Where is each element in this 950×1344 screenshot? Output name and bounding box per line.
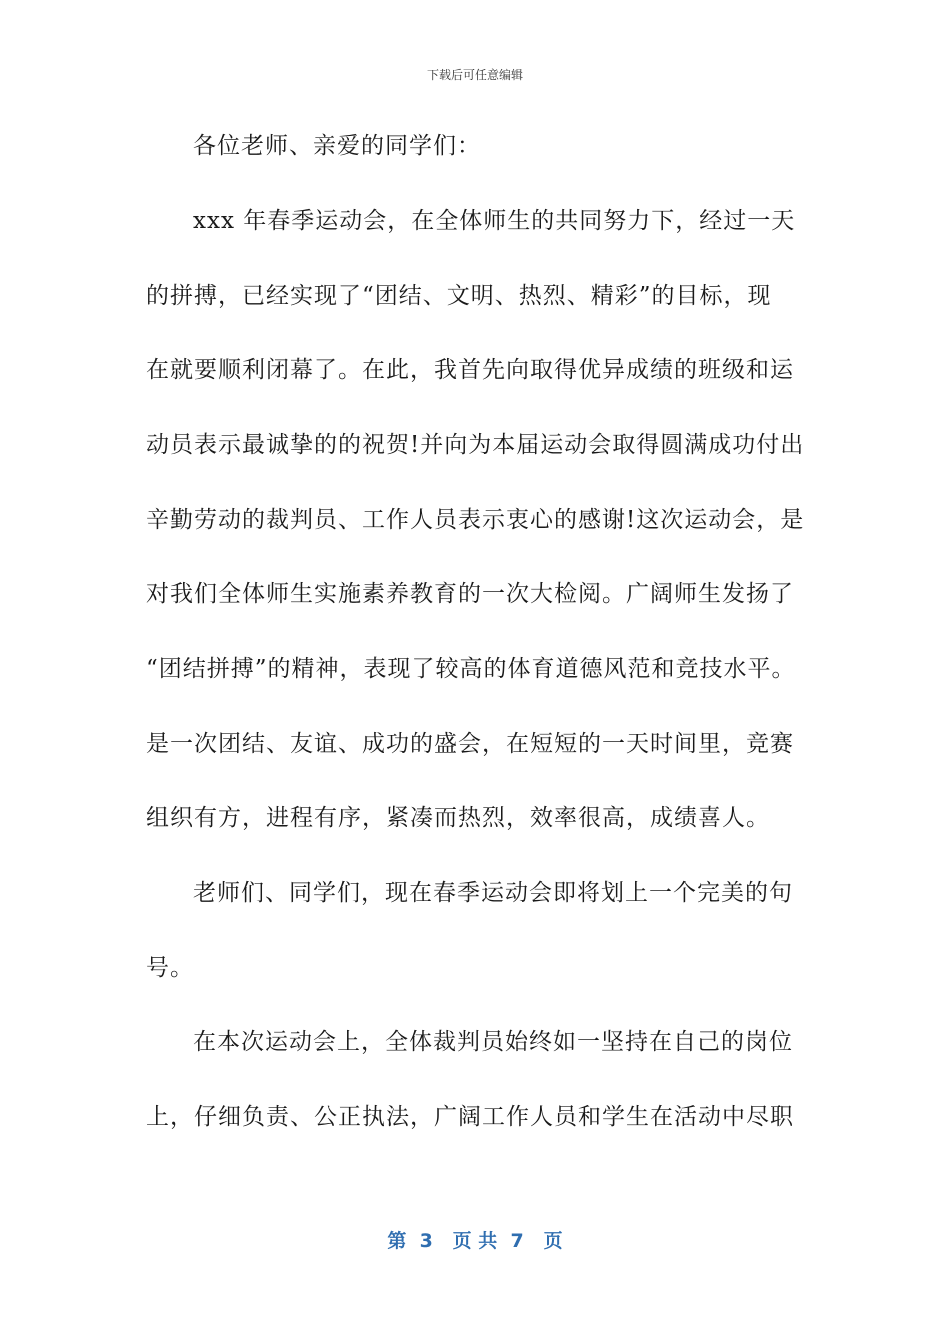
paragraph-line: “团结拼搏”的精神，表现了较高的体育道德风范和竞技水平。 (146, 656, 796, 682)
paragraph-line: 老师们、同学们，现在春季运动会即将划上一个完美的句 (193, 880, 793, 906)
paragraph-line: 各位老师、亲爱的同学们： (193, 133, 481, 159)
paragraph-line: 组织有方，进程有序，紧凑而热烈，效率很高，成绩喜人。 (146, 805, 770, 831)
paragraph-line: 辛勤劳动的裁判员、工作人员表示衷心的感谢!这次运动会，是 (146, 507, 805, 533)
paragraph-line: xxx 年春季运动会，在全体师生的共同努力下，经过一天 (193, 208, 796, 234)
page-footer: 第 3 页 共 7 页 (387, 1230, 563, 1252)
paragraph-line: 在就要顺利闭幕了。在此，我首先向取得优异成绩的班级和运 (146, 357, 794, 383)
paragraph-line: 上，仔细负责、公正执法，广阔工作人员和学生在活动中尽职 (146, 1104, 794, 1130)
paragraph-line: 在本次运动会上，全体裁判员始终如一坚持在自己的岗位 (193, 1029, 793, 1055)
paragraph-line: 的拼搏，已经实现了“团结、文明、热烈、精彩”的目标，现 (146, 283, 772, 309)
paragraph-line: 动员表示最诚挚的的祝贺!并向为本届运动会取得圆满成功付出 (146, 432, 805, 458)
paragraph-line: 是一次团结、友谊、成功的盛会，在短短的一天时间里，竞赛 (146, 731, 794, 757)
paragraph-line: 号。 (146, 955, 194, 981)
page-header: 下载后可任意编辑 (426, 68, 523, 82)
paragraph-line: 对我们全体师生实施素养教育的一次大检阅。广阔师生发扬了 (146, 581, 794, 607)
